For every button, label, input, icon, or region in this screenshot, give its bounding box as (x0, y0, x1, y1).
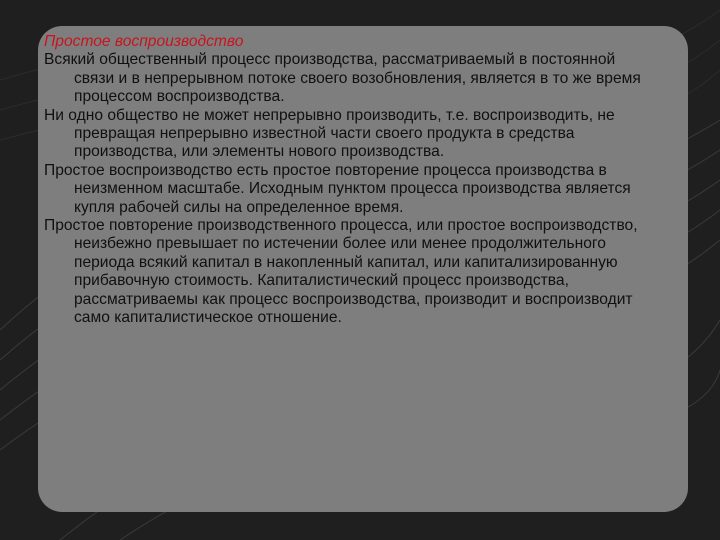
paragraph: Простое воспроизводство есть простое повторение процесса производства в неизменном масштабе. Исходным пунктом процесса производства является купля рабочей силы на определенное время. (44, 161, 631, 216)
paragraph: Ни одно общество не может непрерывно производить, т.е. воспроизводить, не превращая непрерывно известной части своего продукта в средства производства, или элементы нового производства. (44, 106, 615, 161)
slide-text-block (44, 33, 644, 328)
slide-heading: Простое воспроизводство (44, 33, 244, 50)
paragraph: Всякий общественный процесс производства, рассматриваемый в постоянной связи и в непрерывном потоке своего возобновления, является в то же время процессом воспроизводства. (44, 51, 641, 106)
paragraph: Простое повторение производственного процесса, или простое воспроизводство, неизбежно превышает по истечении более или менее продолжительного периода всякий капитал в накопленный капитал, или капитализированную прибавочную стоимость. Капиталистический процесс производства, рассматриваемы как процесс воспроизводства, производит и воспроизводит само капиталистическое отношение. (44, 217, 638, 327)
